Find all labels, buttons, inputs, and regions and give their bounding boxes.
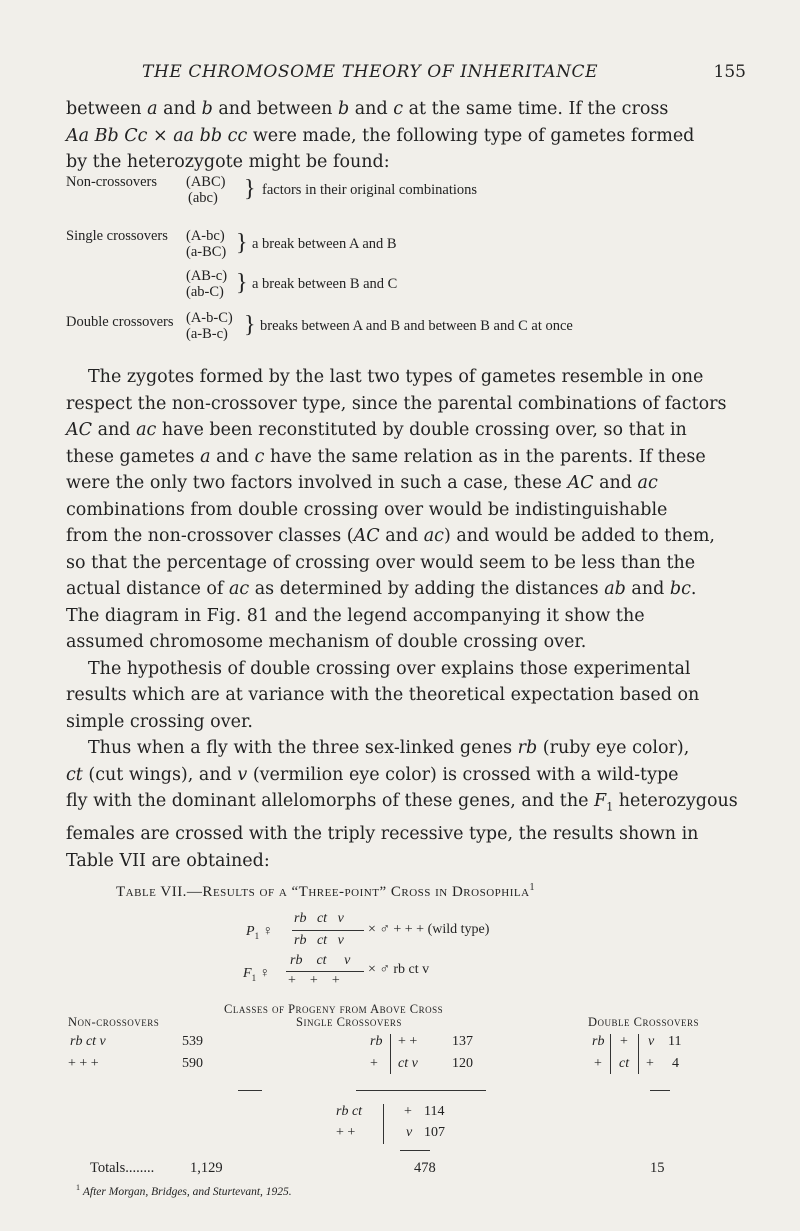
count: 137: [452, 1034, 473, 1049]
divider: [638, 1034, 639, 1074]
f1-cross: × ♂ rb ct v: [368, 962, 430, 977]
classes-heading: Classes of Progeny from Above Cross: [224, 1002, 444, 1016]
single-label: Single crossovers: [66, 228, 168, 244]
count: 11: [668, 1034, 682, 1049]
single1-desc: a break between A and B: [252, 236, 397, 252]
table-caption: Table VII.—Results of a “Three-point” Cross in Drosophila$^1$: [116, 882, 536, 900]
f1-label: $F_1$ ♀: [243, 966, 271, 983]
rule: [356, 1090, 486, 1091]
rule: [650, 1090, 670, 1091]
fraction-bar: [286, 971, 364, 972]
double-b: +: [620, 1034, 628, 1049]
count: 114: [424, 1104, 445, 1119]
total-noncross: 1,129: [190, 1160, 223, 1176]
count: 107: [424, 1125, 445, 1140]
page-number: 155: [713, 62, 746, 82]
double-heading: Double Crossovers: [588, 1015, 700, 1029]
brace: }: [236, 230, 248, 256]
brace: }: [236, 270, 248, 296]
divider: [390, 1034, 391, 1074]
gamete: (A-bc): [186, 228, 225, 244]
total-double: 15: [650, 1160, 665, 1176]
double-c: v: [648, 1034, 655, 1049]
totals-label: Totals........: [90, 1160, 155, 1176]
noncross-desc: factors in their original combinations: [262, 182, 478, 198]
double-desc: breaks between A and B and between B and C at once: [260, 318, 573, 334]
gamete: (AB-c): [186, 268, 228, 284]
table-row: rb ct v: [70, 1034, 106, 1049]
single-left: + +: [336, 1125, 356, 1140]
divider: [610, 1034, 611, 1074]
gamete: (A-b-C): [186, 310, 233, 326]
rule: [238, 1090, 262, 1091]
f1-bottom: + + +: [288, 973, 340, 988]
p1-bottom: rb ct v: [294, 933, 344, 948]
gamete: (a-B-c): [186, 326, 228, 342]
brace: }: [244, 176, 256, 202]
brace: }: [244, 312, 256, 338]
footnote: $^1$ After Morgan, Bridges, and Sturtevant, 1925.: [76, 1183, 292, 1198]
fraction-bar: [292, 930, 364, 931]
p1-cross: × ♂ + + + (wild type): [368, 922, 490, 937]
gamete: (ab-C): [186, 284, 224, 300]
divider: [383, 1104, 384, 1144]
single-right: +: [404, 1104, 412, 1119]
intro-paragraph: between a and b and between b and c at the same time. If the cross Aa Bb Cc × aa bb cc were made, the following type of gametes formed by the heterozygote might be found:: [66, 99, 695, 172]
gamete: (a-BC): [186, 244, 227, 260]
single2-desc: a break between B and C: [252, 276, 398, 292]
single-right: + +: [398, 1034, 418, 1049]
count: 120: [452, 1056, 473, 1071]
single-left: rb ct: [336, 1104, 363, 1119]
double-label: Double crossovers: [66, 314, 174, 330]
p1-top: rb ct v: [294, 911, 344, 926]
rule: [400, 1150, 430, 1151]
p1-label: $P_1$ ♀: [246, 924, 274, 941]
gamete: (ABC): [186, 174, 226, 190]
double-a: rb: [592, 1034, 605, 1049]
total-single: 478: [414, 1160, 436, 1176]
count: 539: [182, 1034, 203, 1049]
chapter-title: THE CHROMOSOME THEORY OF INHERITANCE: [142, 62, 599, 82]
noncross-heading: Non-crossovers: [68, 1015, 160, 1029]
gamete: (abc): [188, 190, 218, 206]
table-row: + + +: [68, 1056, 99, 1071]
f1-top: rb ct v: [290, 953, 351, 968]
double-c: +: [646, 1056, 654, 1071]
count: 590: [182, 1056, 203, 1071]
noncross-label: Non-crossovers: [66, 174, 158, 190]
double-b: ct: [619, 1056, 630, 1071]
single-right: v: [406, 1125, 413, 1140]
single-right: ct v: [398, 1056, 418, 1071]
paragraph-zygotes: The zygotes formed by the last two types of gametes resemble in one respect the non-crossover type, since the parental combinations of factors AC and ac have been reconstituted by double crossing over, so that in these gametes a and c have the same relation as in the parents. If these were the only two factors involved in such a case, these AC and ac combinations from double crossing over would be indistinguishable from the non-crossover classes (AC and ac) and would be added to them, so that the percentage of crossing over would seem to be less than the actual distance of ac as determined by adding the distances ab and bc. The diagram in Fig. 81 and the legend accompanying it show the assumed chromosome mechanism of double crossing over. The hypothesis of double crossing over explains those experimental results which are at variance with the theoretical expectation based on simple crossing over. Thus when a fly with the three sex-linked genes rb (ruby eye color), ct (cut wings), and v (vermilion eye color) is crossed with a wild-type fly with the dominant allelomorphs of these genes, and the $F_1$ heterozygous females are crossed with the triply recessive type, the results shown in Table VII are obtained:: [66, 367, 738, 871]
double-a: +: [594, 1056, 602, 1071]
single-left: +: [370, 1056, 378, 1071]
count: 4: [672, 1056, 679, 1071]
single-left: rb: [370, 1034, 383, 1049]
single-heading: Single Crossovers: [296, 1015, 402, 1029]
